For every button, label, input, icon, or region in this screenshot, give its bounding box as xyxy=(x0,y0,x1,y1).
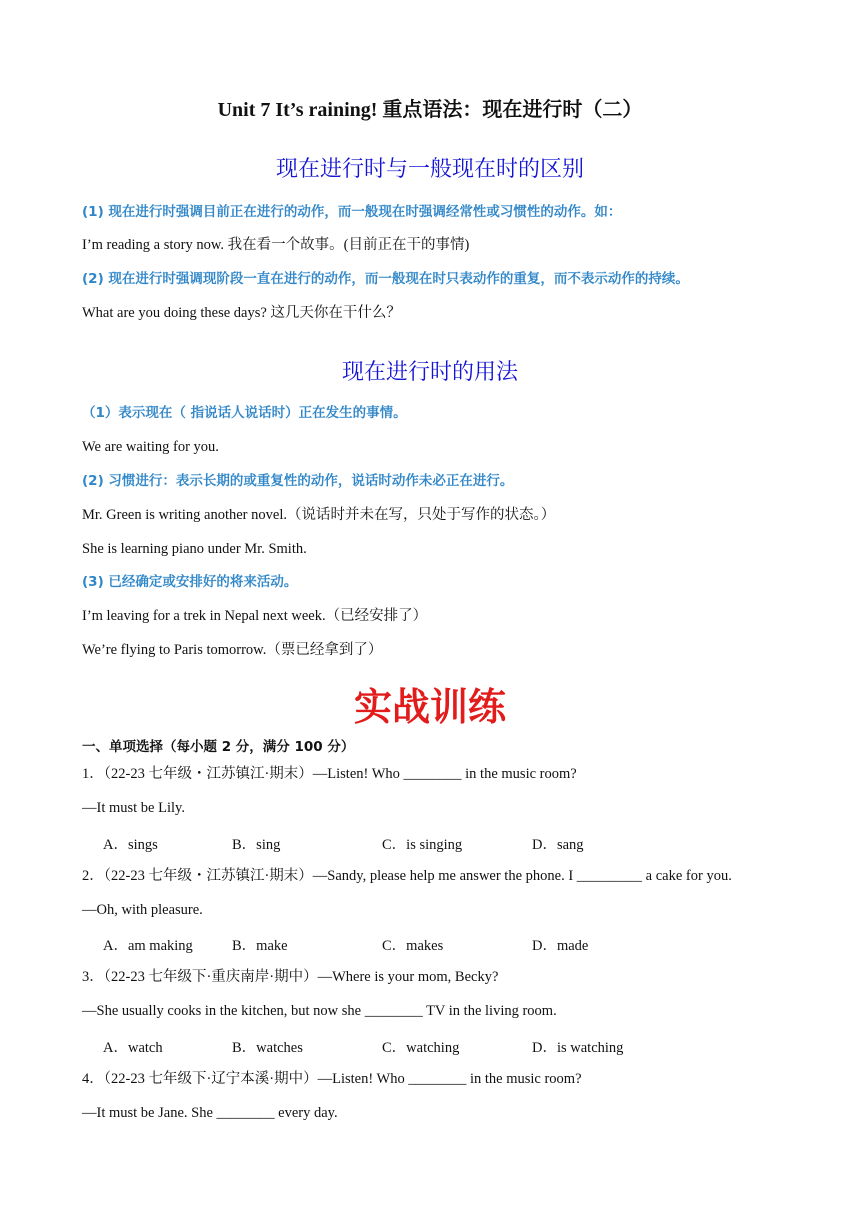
q2-option-b[interactable]: B．make xyxy=(232,938,288,954)
question-2-stem: 2．（22-23 七年级・江苏镇江·期末）—Sandy, please help me answer the phone. I _________ a cake for you. xyxy=(82,868,732,884)
usage-example-5: We’re flying to Paris tomorrow.（票已经拿到了） xyxy=(82,642,383,658)
q1-option-d[interactable]: D．sang xyxy=(532,837,584,853)
usage-example-2: Mr. Green is writing another novel.（说话时并未在写，只处于写作的状态。） xyxy=(82,507,556,523)
q3-option-c[interactable]: C．watching xyxy=(382,1040,460,1056)
q1-option-a[interactable]: A．sings xyxy=(103,837,158,853)
question-3-stem: 3．（22-23 七年级下·重庆南岸·期中）—Where is your mom, Becky? xyxy=(82,969,499,985)
example-1: I’m reading a story now. 我在看一个故事。(目前正在干的事情) xyxy=(82,237,470,253)
question-2-line2: —Oh, with pleasure. xyxy=(82,902,203,918)
q3-option-b[interactable]: B．watches xyxy=(232,1040,303,1056)
usage-example-4: I’m leaving for a trek in Nepal next week.（已经安排了） xyxy=(82,608,428,624)
q3-option-a[interactable]: A．watch xyxy=(103,1040,163,1056)
q1-option-c[interactable]: C．is singing xyxy=(382,837,463,853)
question-1-stem: 1．（22-23 七年级・江苏镇江·期末）—Listen! Who ________ in the music room? xyxy=(82,766,577,782)
practice-heading: 实战训练 xyxy=(353,684,506,729)
part-one-heading: 一、单项选择（每小题 2 分，满分 100 分） xyxy=(82,739,355,755)
q2-option-c[interactable]: C．makes xyxy=(382,938,444,954)
usage-3: (3) 已经确定或安排好的将来活动。 xyxy=(82,574,298,590)
section-heading-difference: 现在进行时与一般现在时的区别 xyxy=(275,157,584,182)
question-4-stem: 4．（22-23 七年级下·辽宁本溪·期中）—Listen! Who ________ in the music room? xyxy=(82,1071,582,1087)
rule-1: (1) 现在进行时强调目前正在进行的动作，而一般现在时强调经常性或习惯性的动作。如： xyxy=(82,204,622,220)
q2-option-a[interactable]: A．am making xyxy=(103,938,193,954)
rule-2: (2) 现在进行时强调现阶段一直在进行的动作，而一般现在时只表动作的重复，而不表示动作的持续。 xyxy=(82,271,689,287)
question-4-line2: —It must be Jane. She ________ every day. xyxy=(82,1105,338,1121)
q2-option-d[interactable]: D．made xyxy=(532,938,589,954)
usage-1: （1）表示现在（ 指说话人说话时）正在发生的事情。 xyxy=(82,405,407,421)
section-heading-usage: 现在进行时的用法 xyxy=(341,360,518,385)
usage-example-3: She is learning piano under Mr. Smith. xyxy=(82,541,307,557)
question-1-line2: —It must be Lily. xyxy=(82,800,185,816)
document-title: Unit 7 It’s raining! 重点语法：现在进行时（二） xyxy=(217,99,643,121)
usage-2: (2) 习惯进行：表示长期的或重复性的动作，说话时动作未必正在进行。 xyxy=(82,473,514,489)
question-3-line2: —She usually cooks in the kitchen, but now she ________ TV in the living room. xyxy=(82,1003,557,1019)
example-2: What are you doing these days? 这几天你在干什么？ xyxy=(82,305,401,321)
q1-option-b[interactable]: B．sing xyxy=(232,837,281,853)
q3-option-d[interactable]: D．is watching xyxy=(532,1040,624,1056)
usage-example-1: We are waiting for you. xyxy=(82,439,219,455)
